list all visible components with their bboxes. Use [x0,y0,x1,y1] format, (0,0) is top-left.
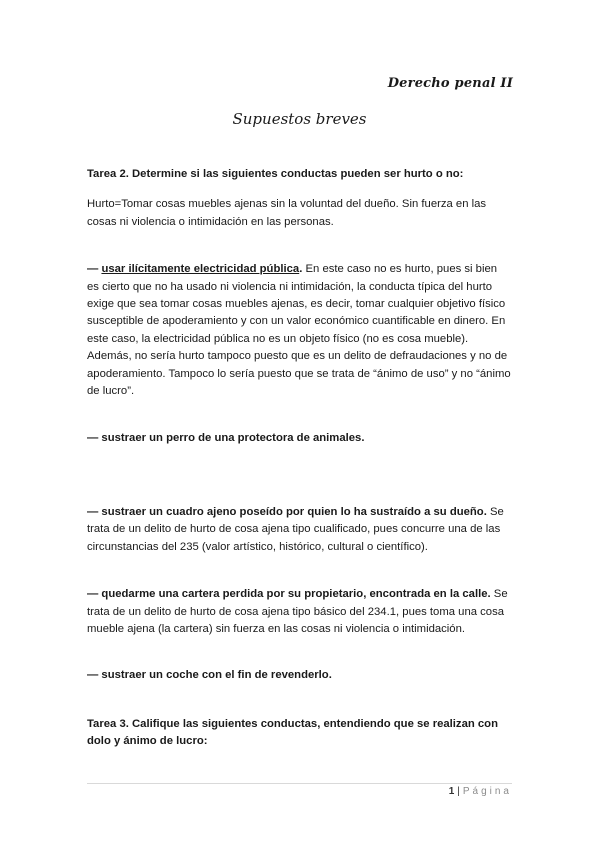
page-label: Página [462,786,512,797]
course-header: Derecho penal II [387,76,513,91]
footer-divider [87,783,512,784]
item-car-lead: — sustraer un coche con el fin de revenderlo. [87,669,332,682]
document-title: Supuestos breves [232,110,367,128]
theft-definition: Hurto=Tomar cosas muebles ajenas sin la voluntad del dueño. Sin fuerza en las cosas ni violencia o intimidación en las personas. [87,198,487,228]
item-wallet-answer: Se trata de un delito de hurto de cosa ajena tipo básico del 234.1, pues toma una cosa mueble ajena (la cartera) sin fuerza en las cosas ni violencia o intimidación. [87,588,508,635]
item-electricity-dash: — [87,263,102,276]
item-painting-answer: Se trata de un delito de hurto de cosa ajena tipo cualificado, pues concurre una de las circunstancias del 235 (valor artístico, histórico, cultural o científico). [87,505,504,553]
item-painting-lead: — sustraer un cuadro ajeno poseído por quien lo ha sustraído a su dueño. [87,505,487,518]
item-car [87,667,512,684]
page-footer [449,786,512,797]
item-dog [87,430,512,447]
item-electricity-dot: . [299,263,303,276]
task2-heading: Tarea 2. Determine si las siguientes conductas pueden ser hurto o no: [87,168,464,180]
item-dog-lead: — sustraer un perro de una protectora de animales. [87,432,365,445]
footer-separator: | [457,786,460,797]
document-body [87,166,512,751]
task3-heading: Tarea 3. Califique las siguientes conductas, entendiendo que se realizan con dolo y ánimo de lucro: [87,717,498,748]
item-electricity-answer: En este caso no es hurto, pues si bien es cierto que no ha usado ni violencia ni intimidación, la conducta típica del hurto exige que sea tomar cosas muebles ajenas, es decir, tomar cualquier objetivo físico susceptible de apoderamiento y con un valor económico cuantificable en dinero. En este caso, la electricidad pública no es un objeto físico (no es cosa mueble). Además, no sería hurto tampoco puesto que es un delito de defraudaciones y no de apoderamiento. Tampoco lo sería puesto que se trata de “ánimo de uso” y no “ánimo de lucro”. [87,263,511,398]
item-electricity [87,261,512,400]
item-painting [87,504,512,556]
item-electricity-lead: usar ilícitamente electricidad pública [101,263,300,276]
item-wallet [87,586,512,638]
page-number: 1 [448,786,455,797]
item-wallet-lead: — quedarme una cartera perdida por su propietario, encontrada en la calle. [87,588,491,601]
